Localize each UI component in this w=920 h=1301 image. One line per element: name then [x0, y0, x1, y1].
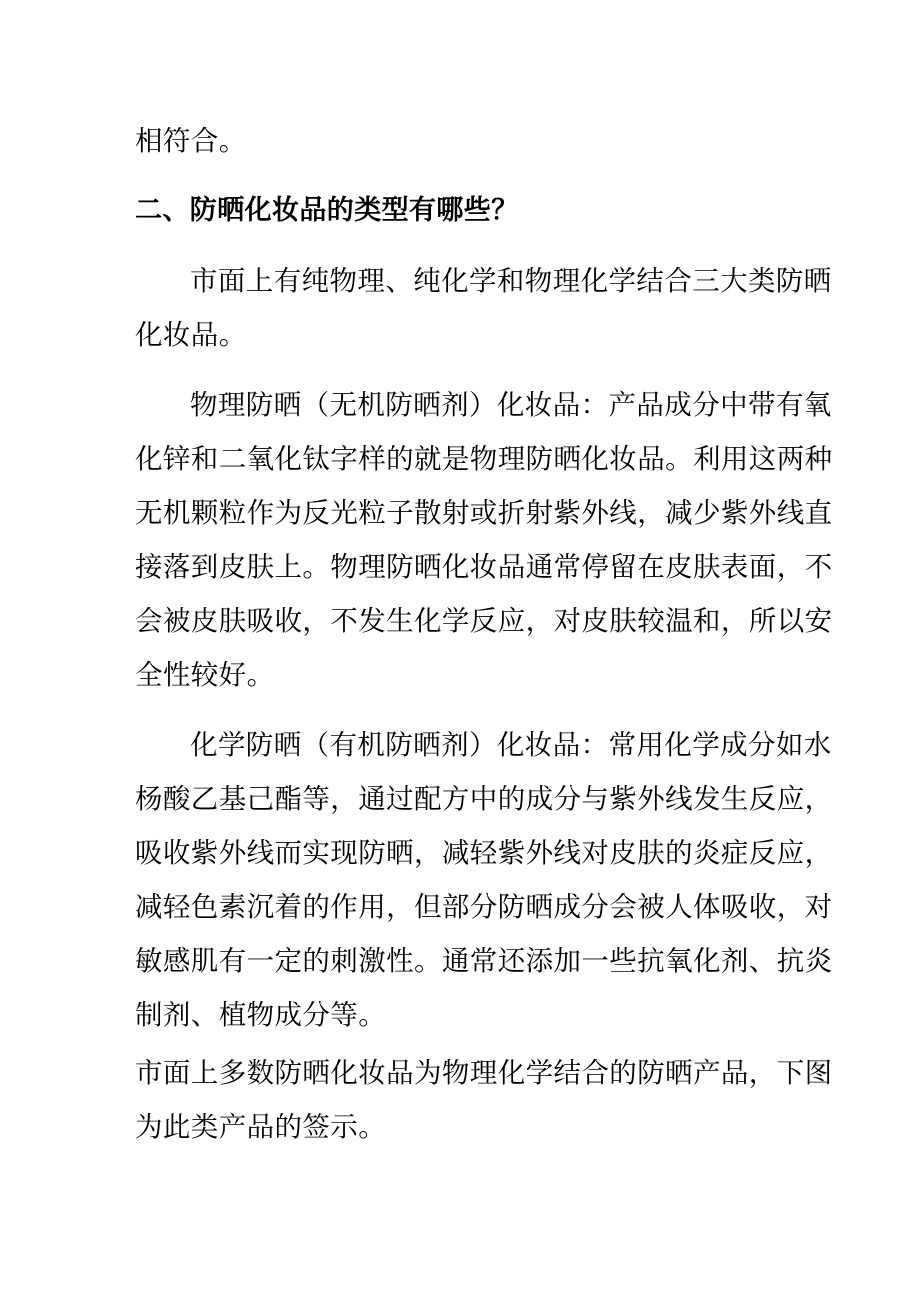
paragraph-line: 为此类产品的签示。	[135, 1111, 387, 1143]
paragraph-line: 吸收紫外线而实现防晒，减轻紫外线对皮肤的炎症反应，	[135, 837, 833, 869]
paragraph-line: 全性较好。	[135, 659, 275, 691]
document-page	[135, 114, 833, 1154]
paragraph-chemical-sunscreen	[135, 718, 833, 1042]
paragraph-line: 市面上有纯物理、纯化学和物理化学结合三大类防晒	[190, 265, 832, 297]
paragraph-physical-sunscreen	[135, 378, 833, 702]
paragraph-line: 减轻色素沉着的作用，但部分防晒成分会被人体吸收，对	[135, 891, 833, 923]
paragraph-combined-sunscreen	[135, 1046, 833, 1154]
paragraph-line: 物理防晒（无机防晒剂）化妆品：产品成分中带有氧	[190, 389, 832, 421]
paragraph-line: 无机颗粒作为反光粒子散射或折射紫外线，减少紫外线直	[135, 497, 833, 529]
paragraph-line: 制剂、植物成分等。	[135, 999, 387, 1031]
continuation-line: 相符合。	[135, 125, 247, 157]
paragraph-line: 杨酸乙基己酯等，通过配方中的成分与紫外线发生反应，	[135, 783, 833, 815]
paragraph-line: 敏感肌有一定的刺激性。通常还添加一些抗氧化剂、抗炎	[135, 945, 833, 977]
paragraph-line: 化锌和二氧化钛字样的就是物理防晒化妆品。利用这两种	[135, 443, 833, 475]
section-heading: 二、防晒化妆品的类型有哪些？	[135, 195, 519, 226]
paragraph-line: 化妆品。	[135, 319, 247, 351]
paragraph-line: 市面上多数防晒化妆品为物理化学结合的防晒产品，下图	[135, 1057, 833, 1089]
paragraph-line: 会被皮肤吸收，不发生化学反应，对皮肤较温和，所以安	[135, 605, 833, 637]
paragraph-intro	[135, 254, 832, 362]
paragraph-line: 化学防晒（有机防晒剂）化妆品：常用化学成分如水	[190, 729, 832, 761]
paragraph-line: 接落到皮肤上。物理防晒化妆品通常停留在皮肤表面，不	[135, 551, 833, 583]
